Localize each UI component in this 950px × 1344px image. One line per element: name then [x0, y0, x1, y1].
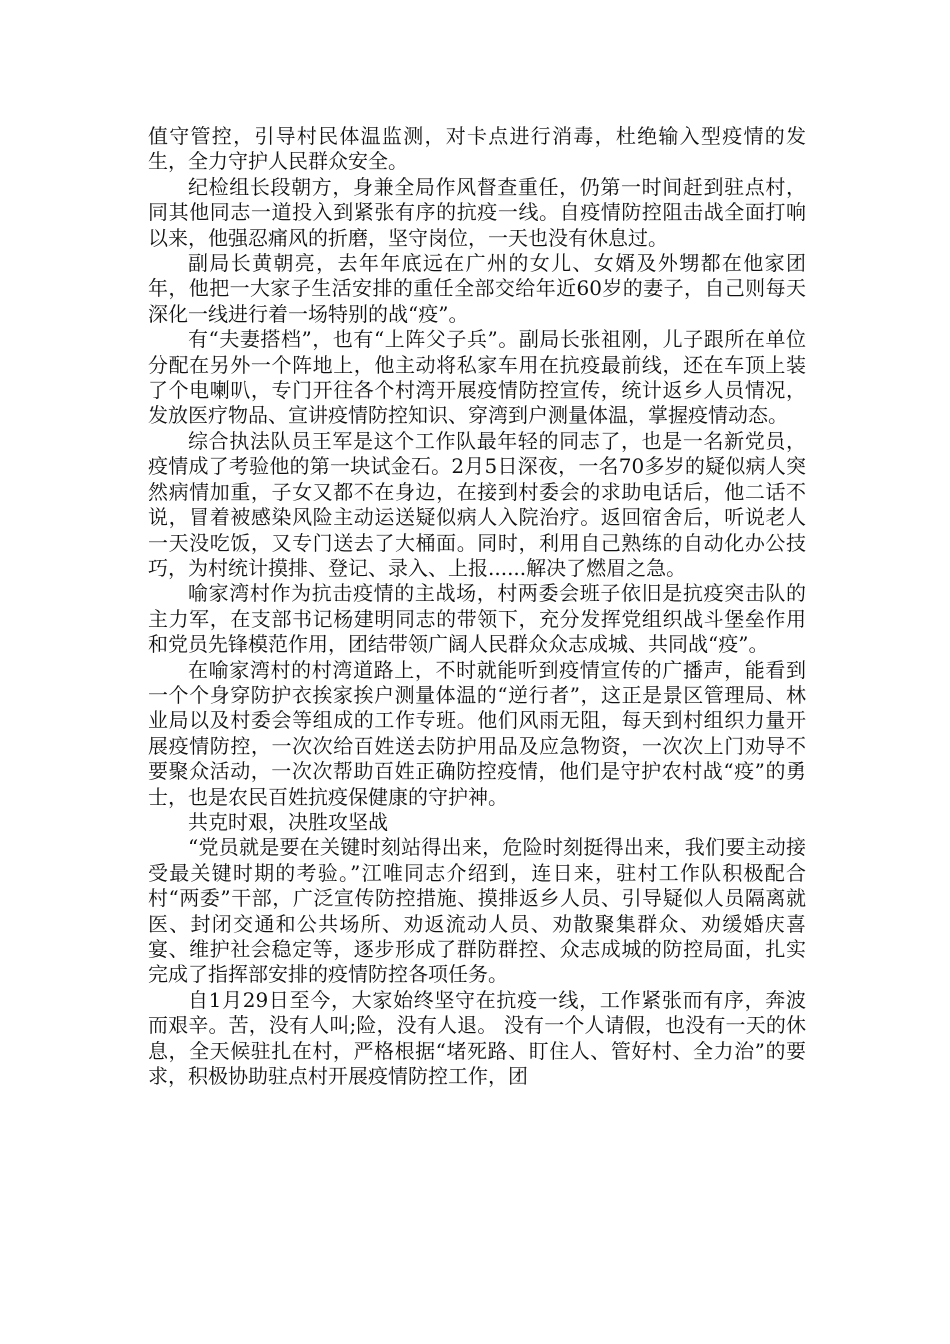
paragraph-9: 自1月29日至今，大家始终坚守在抗疫一线，工作紧张而有序，奔波而艰辛。苦，没有人叫;险，没有人退。 没有一个人请假，也没有一天的休息，全天候驻扎在村，严格根据“堵死路、盯住人、管好村、全力治”的要求，积极协助驻点村开展疫情防控工作，团	[148, 987, 806, 1089]
paragraph-7: 在喻家湾村的村湾道路上，不时就能听到疫情宣传的广播声，能看到一个个身穿防护衣挨家挨户测量体温的“逆行者”，这正是景区管理局、林业局以及村委会等组成的工作专班。他们风雨无阻，每天到村组织力量开展疫情防控，一次次给百姓送去防护用品及应急物资，一次次上门劝导不要聚众活动，一次次帮助百姓正确防控疫情，他们是守护农村战“疫”的勇士，也是农民百姓抗疫保健康的守护神。	[148, 657, 806, 809]
paragraph-5: 综合执法队员王军是这个工作队最年轻的同志了，也是一名新党员，疫情成了考验他的第一块试金石。2月5日深夜，一名70多岁的疑似病人突然病情加重，子女又都不在身边，在接到村委会的求助电话后，他二话不说，冒着被感染风险主动运送疑似病人入院治疗。返回宿舍后，听说老人一天没吃饭，又专门送去了大桶面。同时，利用自己熟练的自动化办公技巧，为村统计摸排、登记、录入、上报......解决了燃眉之急。	[148, 428, 806, 580]
document-page	[148, 124, 806, 1089]
paragraph-4: 有“夫妻搭档”，也有“上阵父子兵”。副局长张祖刚，儿子跟所在单位分配在另外一个阵地上，他主动将私家车用在抗疫最前线，还在车顶上装了个电喇叭，专门开往各个村湾开展疫情防控宣传，统计返乡人员情况，发放医疗物品、宣讲疫情防控知识、穿湾到户测量体温，掌握疫情动态。	[148, 327, 806, 428]
paragraph-8: “党员就是要在关键时刻站得出来，危险时刻挺得出来，我们要主动接受最关键时期的考验。”江唯同志介绍到，连日来，驻村工作队积极配合村“两委”干部，广泛宣传防控措施、摸排返乡人员、引导疑似人员隔离就医、封闭交通和公共场所、劝返流动人员、劝散聚集群众、劝缓婚庆喜宴、维护社会稳定等，逐步形成了群防群控、众志成城的防控局面，扎实完成了指挥部安排的疫情防控各项任务。	[148, 835, 806, 987]
paragraph-3: 副局长黄朝亮，去年年底远在广州的女儿、女婿及外甥都在他家团年，他把一大家子生活安排的重任全部交给年近60岁的妻子，自己则每天深化一线进行着一场特别的战“疫”。	[148, 251, 806, 326]
section-heading: 共克时艰，决胜攻坚战	[188, 809, 388, 834]
paragraph-2: 纪检组长段朝方，身兼全局作风督查重任，仍第一时间赶到驻点村，同其他同志一道投入到紧张有序的抗疫一线。自疫情防控阻击战全面打响以来，他强忍痛风的折磨，坚守岗位，一天也没有休息过。	[148, 174, 806, 250]
paragraph-1: 值守管控，引导村民体温监测，对卡点进行消毒，杜绝输入型疫情的发生，全力守护人民群众安全。	[148, 124, 806, 174]
paragraph-6: 喻家湾村作为抗击疫情的主战场，村两委会班子依旧是抗疫突击队的主力军，在支部书记杨建明同志的带领下，充分发挥党组织战斗堡垒作用和党员先锋模范作用，团结带领广阔人民群众众志成城、共同战“疫”。	[148, 581, 806, 657]
